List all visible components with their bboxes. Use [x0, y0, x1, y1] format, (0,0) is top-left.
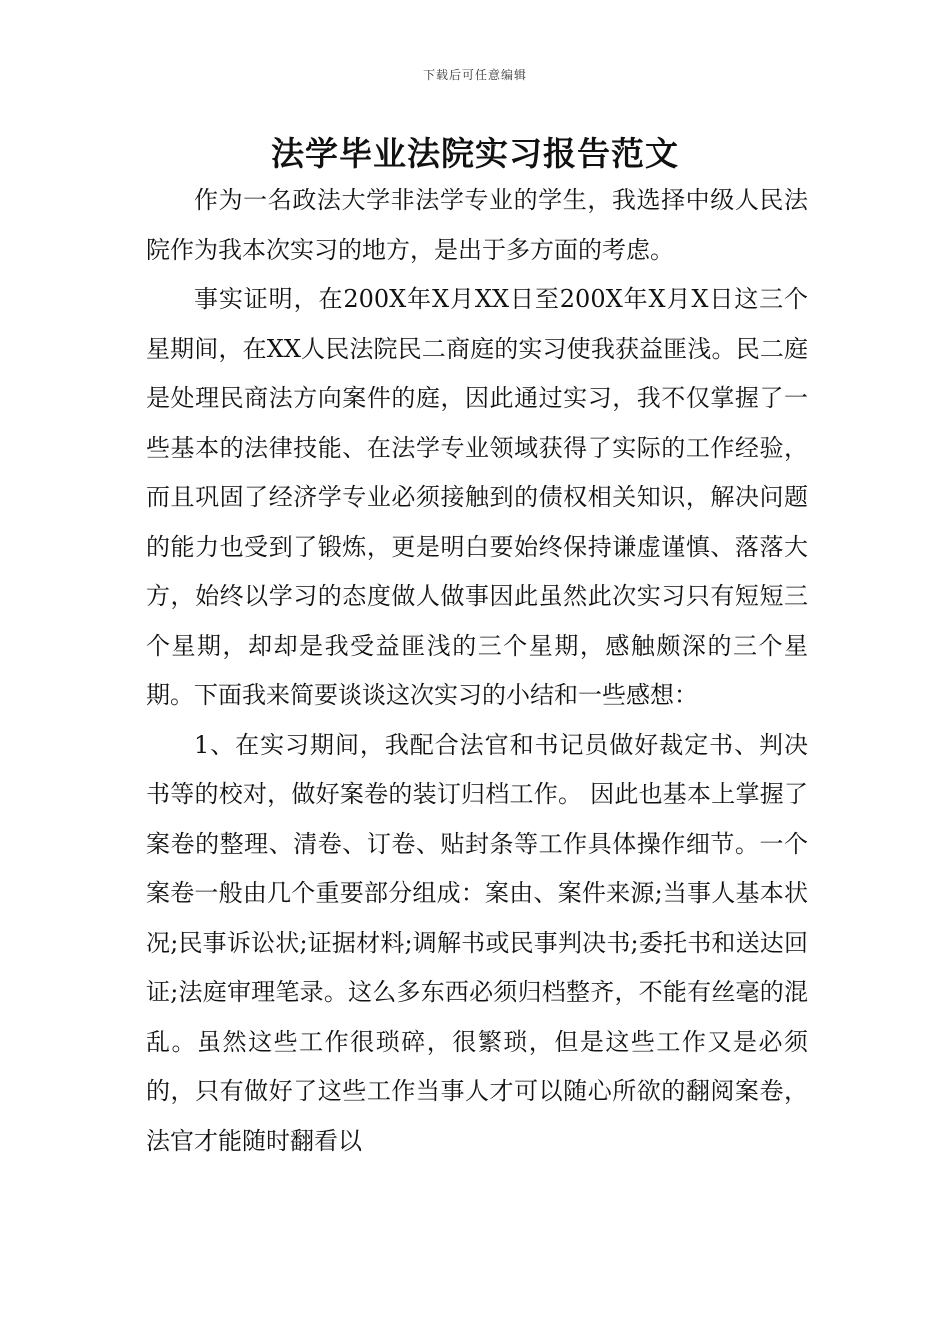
paragraph-item-1: 1、在实习期间，我配合法官和书记员做好裁定书、判决书等的校对，做好案卷的装订归档工作。 因此也基本上掌握了案卷的整理、清卷、订卷、贴封条等工作具体操作细节。一个案卷一般由几个重要部分组成：案由、案件来源;当事人基本状况;民事诉讼状;证据材料;调解书或民事判决书;委托书和送达回证;法庭审理笔录。这么多东西必须归档整齐，不能有丝毫的混乱。虽然这些工作很琐碎，很繁琐，但是这些工作又是必须的，只有做好了这些工作当事人才可以随心所欲的翻阅案卷，法官才能随时翻看以	[146, 730, 808, 1155]
document-title: 法学毕业法院实习报告范文	[271, 134, 679, 173]
paragraph-summary: 事实证明，在200X年X月XX日至200X年X月X日这三个星期间，在XX人民法院民二商庭的实习使我获益匪浅。民二庭是处理民商法方向案件的庭，因此通过实习，我不仅掌握了一些基本的法律技能、在法学专业领域获得了实际的工作经验，而且巩固了经济学专业必须接触到的债权相关知识，解决问题的能力也受到了锻炼，更是明白要始终保持谦虚谨慎、落落大方，始终以学习的态度做人做事因此虽然此次实习只有短短三个星期，却却是我受益匪浅的三个星期，感触颇深的三个星期。下面我来简要谈谈这次实习的小结和一些感想：	[146, 285, 808, 709]
document-body	[146, 176, 808, 1166]
paragraph-intro: 作为一名政法大学非法学专业的学生，我选择中级人民法院作为我本次实习的地方，是出于多方面的考虑。	[146, 186, 808, 264]
header-note: 下载后可任意编辑	[422, 68, 527, 82]
